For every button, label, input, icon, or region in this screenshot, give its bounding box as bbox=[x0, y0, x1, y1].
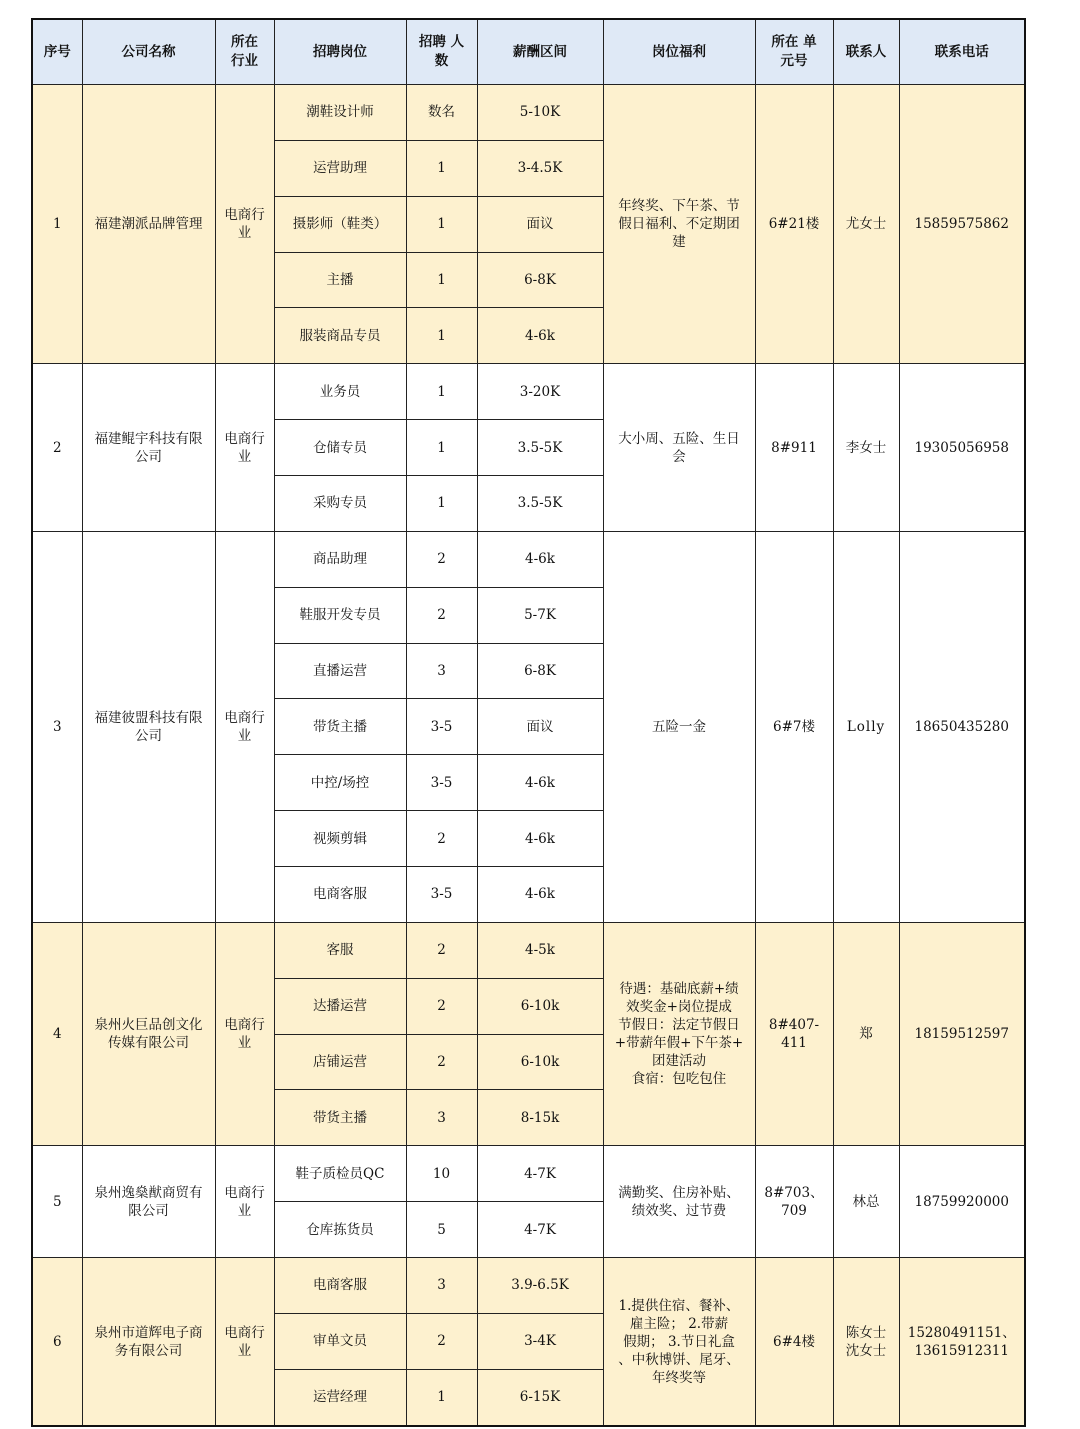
company-room: 8#911 bbox=[755, 364, 833, 532]
company-no: 6 bbox=[32, 1258, 82, 1426]
job-title: 视频剪辑 bbox=[274, 811, 406, 867]
job-title: 业务员 bbox=[274, 364, 406, 420]
company-contact: 林总 bbox=[833, 1146, 899, 1258]
company-phone: 15280491151、 13615912311 bbox=[899, 1258, 1025, 1426]
job-title: 运营经理 bbox=[274, 1369, 406, 1426]
job-count: 1 bbox=[406, 308, 477, 364]
job-salary: 4-6k bbox=[477, 811, 603, 867]
company-room: 8#407-411 bbox=[755, 922, 833, 1145]
job-title: 服装商品专员 bbox=[274, 308, 406, 364]
company-phone: 15859575862 bbox=[899, 85, 1025, 364]
company-name: 泉州火巨品创文化 传媒有限公司 bbox=[82, 922, 215, 1145]
company-phone: 18650435280 bbox=[899, 531, 1025, 922]
job-salary: 8-15k bbox=[477, 1090, 603, 1146]
job-count: 2 bbox=[406, 811, 477, 867]
company-phone: 18759920000 bbox=[899, 1146, 1025, 1258]
job-count: 2 bbox=[406, 978, 477, 1034]
job-title: 电商客服 bbox=[274, 867, 406, 923]
job-count: 3 bbox=[406, 1258, 477, 1314]
job-title: 摄影师（鞋类） bbox=[274, 196, 406, 252]
job-count: 2 bbox=[406, 531, 477, 587]
job-title: 仓储专员 bbox=[274, 420, 406, 476]
header-row bbox=[32, 19, 1025, 85]
job-count: 1 bbox=[406, 140, 477, 196]
job-count: 1 bbox=[406, 420, 477, 476]
company-no: 2 bbox=[32, 364, 82, 532]
job-title: 带货主播 bbox=[274, 1090, 406, 1146]
company-industry: 电商行 业 bbox=[215, 85, 274, 364]
table-row bbox=[32, 1146, 1025, 1202]
job-salary: 4-7K bbox=[477, 1202, 603, 1258]
company-phone: 19305056958 bbox=[899, 364, 1025, 532]
job-count: 2 bbox=[406, 922, 477, 978]
job-title: 带货主播 bbox=[274, 699, 406, 755]
job-title: 审单文员 bbox=[274, 1313, 406, 1369]
company-contact: 尤女士 bbox=[833, 85, 899, 364]
job-salary: 6-8K bbox=[477, 252, 603, 308]
company-contact: 陈女士 沈女士 bbox=[833, 1258, 899, 1426]
job-title: 商品助理 bbox=[274, 531, 406, 587]
company-contact: Lolly bbox=[833, 531, 899, 922]
job-salary: 4-6k bbox=[477, 531, 603, 587]
job-title: 鞋服开发专员 bbox=[274, 587, 406, 643]
table-row bbox=[32, 922, 1025, 978]
company-name: 泉州逸燊猷商贸有 限公司 bbox=[82, 1146, 215, 1258]
company-benefits: 满勤奖、住房补贴、 绩效奖、过节费 bbox=[603, 1146, 755, 1258]
company-name: 福建鲲宇科技有限 公司 bbox=[82, 364, 215, 532]
header-contact: 联系人 bbox=[833, 19, 899, 85]
company-room: 6#7楼 bbox=[755, 531, 833, 922]
job-salary: 3-20K bbox=[477, 364, 603, 420]
header-industry: 所在 行业 bbox=[215, 19, 274, 85]
job-count: 1 bbox=[406, 364, 477, 420]
header-no: 序号 bbox=[32, 19, 82, 85]
job-count: 5 bbox=[406, 1202, 477, 1258]
table-row bbox=[32, 1258, 1025, 1314]
company-room: 6#21楼 bbox=[755, 85, 833, 364]
job-title: 中控/场控 bbox=[274, 755, 406, 811]
job-count: 1 bbox=[406, 252, 477, 308]
job-title: 客服 bbox=[274, 922, 406, 978]
job-title: 运营助理 bbox=[274, 140, 406, 196]
company-industry: 电商行 业 bbox=[215, 364, 274, 532]
job-count: 3 bbox=[406, 643, 477, 699]
job-title: 鞋子质检员QC bbox=[274, 1146, 406, 1202]
company-benefits: 待遇：基础底薪+绩 效奖金+岗位提成 节假日：法定节假日 +带薪年假+下午茶+ 团建活动 食宿：包吃包住 bbox=[603, 922, 755, 1145]
header-phone: 联系电话 bbox=[899, 19, 1025, 85]
job-salary: 面议 bbox=[477, 196, 603, 252]
company-name: 福建潮派品牌管理 bbox=[82, 85, 215, 364]
job-title: 潮鞋设计师 bbox=[274, 85, 406, 141]
job-salary: 4-6k bbox=[477, 755, 603, 811]
job-count: 2 bbox=[406, 1034, 477, 1090]
company-no: 1 bbox=[32, 85, 82, 364]
job-title: 直播运营 bbox=[274, 643, 406, 699]
job-count: 3 bbox=[406, 1090, 477, 1146]
job-count: 2 bbox=[406, 587, 477, 643]
job-salary: 3-4K bbox=[477, 1313, 603, 1369]
job-title: 店铺运营 bbox=[274, 1034, 406, 1090]
job-count: 1 bbox=[406, 196, 477, 252]
job-title: 采购专员 bbox=[274, 476, 406, 532]
job-salary: 3-4.5K bbox=[477, 140, 603, 196]
job-salary: 6-10k bbox=[477, 978, 603, 1034]
job-salary: 6-8K bbox=[477, 643, 603, 699]
job-salary: 5-10K bbox=[477, 85, 603, 141]
company-room: 8#703、 709 bbox=[755, 1146, 833, 1258]
company-benefits: 大小周、五险、生日 会 bbox=[603, 364, 755, 532]
table-row bbox=[32, 364, 1025, 420]
company-phone: 18159512597 bbox=[899, 922, 1025, 1145]
company-name: 泉州市道辉电子商 务有限公司 bbox=[82, 1258, 215, 1426]
company-no: 5 bbox=[32, 1146, 82, 1258]
company-room: 6#4楼 bbox=[755, 1258, 833, 1426]
job-salary: 6-15K bbox=[477, 1369, 603, 1426]
table-row bbox=[32, 85, 1025, 141]
job-count: 3-5 bbox=[406, 867, 477, 923]
job-title: 达播运营 bbox=[274, 978, 406, 1034]
company-no: 3 bbox=[32, 531, 82, 922]
job-salary: 4-5k bbox=[477, 922, 603, 978]
company-no: 4 bbox=[32, 922, 82, 1145]
job-salary: 5-7K bbox=[477, 587, 603, 643]
recruitment-table bbox=[31, 18, 1026, 1427]
job-title: 主播 bbox=[274, 252, 406, 308]
header-room: 所在 单 元号 bbox=[755, 19, 833, 85]
company-industry: 电商行 业 bbox=[215, 922, 274, 1145]
job-salary: 6-10k bbox=[477, 1034, 603, 1090]
company-industry: 电商行 业 bbox=[215, 1258, 274, 1426]
company-name: 福建彼盟科技有限 公司 bbox=[82, 531, 215, 922]
company-industry: 电商行 业 bbox=[215, 531, 274, 922]
job-salary: 3.9-6.5K bbox=[477, 1258, 603, 1314]
job-count: 1 bbox=[406, 476, 477, 532]
job-title: 仓库拣货员 bbox=[274, 1202, 406, 1258]
job-salary: 4-6k bbox=[477, 867, 603, 923]
table-row bbox=[32, 531, 1025, 587]
job-count: 2 bbox=[406, 1313, 477, 1369]
company-benefits: 年终奖、下午茶、节 假日福利、不定期团 建 bbox=[603, 85, 755, 364]
header-company: 公司名称 bbox=[82, 19, 215, 85]
job-count: 10 bbox=[406, 1146, 477, 1202]
company-benefits: 1.提供住宿、餐补、 雇主险； 2.带薪 假期； 3.节日礼盒 、中秋博饼、尾牙、 年终奖等 bbox=[603, 1258, 755, 1426]
job-salary: 3.5-5K bbox=[477, 476, 603, 532]
job-salary: 3.5-5K bbox=[477, 420, 603, 476]
job-count: 3-5 bbox=[406, 755, 477, 811]
job-count: 3-5 bbox=[406, 699, 477, 755]
header-benefits: 岗位福利 bbox=[603, 19, 755, 85]
job-count: 1 bbox=[406, 1369, 477, 1426]
job-salary: 4-6k bbox=[477, 308, 603, 364]
company-industry: 电商行 业 bbox=[215, 1146, 274, 1258]
header-position: 招聘岗位 bbox=[274, 19, 406, 85]
header-count: 招聘 人 数 bbox=[406, 19, 477, 85]
job-count: 数名 bbox=[406, 85, 477, 141]
company-benefits: 五险一金 bbox=[603, 531, 755, 922]
job-title: 电商客服 bbox=[274, 1258, 406, 1314]
company-contact: 郑 bbox=[833, 922, 899, 1145]
company-contact: 李女士 bbox=[833, 364, 899, 532]
job-salary: 面议 bbox=[477, 699, 603, 755]
job-salary: 4-7K bbox=[477, 1146, 603, 1202]
header-salary: 薪酬区间 bbox=[477, 19, 603, 85]
